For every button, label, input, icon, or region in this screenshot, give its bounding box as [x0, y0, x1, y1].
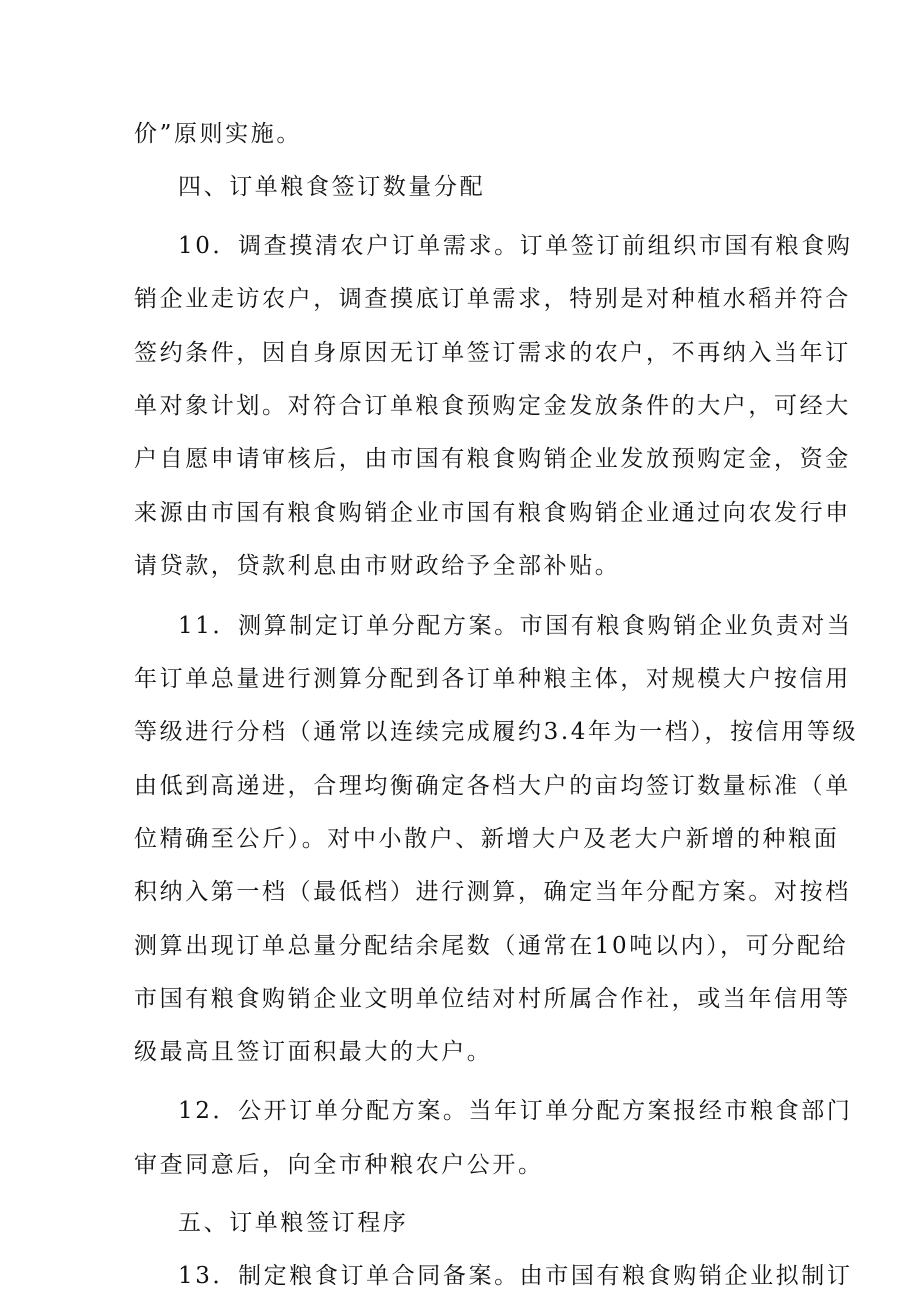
paragraph-line: 户自愿申请审核后，由市国有粮食购销企业发放预购定金，资金	[134, 446, 851, 472]
paragraph-line: 13．制定粮食订单合同备案。由市国有粮食购销企业拟制订	[178, 1263, 853, 1289]
paragraph-line: 积纳入第一档（最低档）进行测算，确定当年分配方案。对按档	[134, 879, 851, 905]
paragraph-line: 11．测算制定订单分配方案。市国有粮食购销企业负责对当	[178, 613, 853, 639]
paragraph-line: 级最高且签订面积最大的大户。	[134, 1039, 493, 1065]
paragraph-line: 单对象计划。对符合订单粮食预购定金发放条件的大户，可经大	[134, 393, 851, 419]
paragraph-line: 12．公开订单分配方案。当年订单分配方案报经市粮食部门	[178, 1098, 853, 1124]
paragraph-line: 10．调查摸清农户订单需求。订单签订前组织市国有粮食购	[178, 233, 853, 259]
paragraph-line: 测算出现订单总量分配结余尾数（通常在10吨以内），可分配给	[134, 933, 849, 959]
paragraph-line: 市国有粮食购销企业文明单位结对村所属合作社，或当年信用等	[134, 986, 851, 1012]
paragraph-line: 价”原则实施。	[134, 121, 302, 147]
paragraph-line: 等级进行分档（通常以连续完成履约3.4年为一档），按信用等级	[134, 719, 859, 745]
paragraph-line: 位精确至公斤）。对中小散户、新增大户及老大户新增的种粮面	[134, 826, 840, 852]
paragraph-line: 来源由市国有粮食购销企业市国有粮食购销企业通过向农发行申	[134, 500, 851, 526]
paragraph-line: 由低到高递进，合理均衡确定各档大户的亩均签订数量标准（单	[134, 773, 851, 799]
section-heading: 五、订单粮签订程序	[178, 1210, 409, 1236]
section-heading: 四、订单粮食签订数量分配	[178, 174, 486, 200]
paragraph-line: 销企业走访农户，调查摸底订单需求，特别是对种植水稻并符合	[134, 286, 851, 312]
paragraph-line: 签约条件，因自身原因无订单签订需求的农户，不再纳入当年订	[134, 340, 851, 366]
paragraph-line: 请贷款，贷款利息由市财政给予全部补贴。	[134, 553, 621, 579]
paragraph-line: 审查同意后，向全市种粮农户公开。	[134, 1152, 544, 1178]
paragraph-line: 年订单总量进行测算分配到各订单种粮主体，对规模大户按信用	[134, 666, 851, 692]
